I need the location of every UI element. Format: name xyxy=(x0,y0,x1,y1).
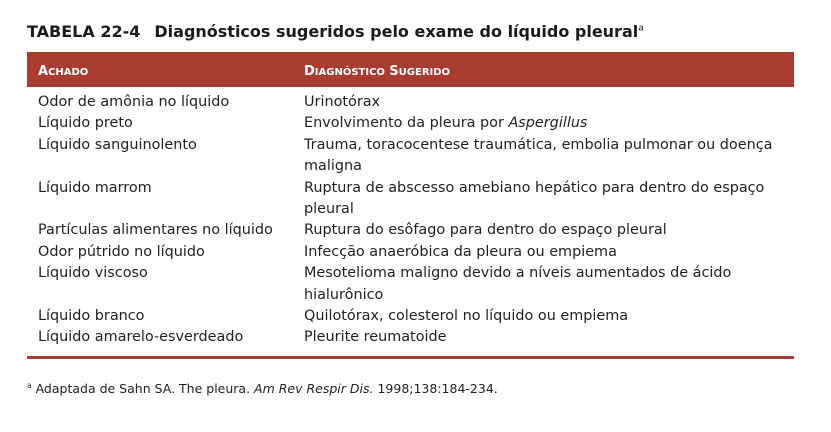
table-row xyxy=(27,242,794,263)
diagnosis-cell xyxy=(304,178,789,221)
table-row xyxy=(27,306,794,327)
header-diagnostico: DIAGNÓSTICO SUGERIDO xyxy=(304,64,451,79)
finding-cell: Líquido sanguinolento xyxy=(38,136,197,153)
table-row xyxy=(27,135,794,178)
table-row xyxy=(27,263,794,306)
footnote-text: Adaptada de Sahn SA. The pleura. xyxy=(35,381,255,397)
diagnosis-text: Mesotelioma maligno devido a níveis aumentados de ácido hialurônico xyxy=(304,265,732,303)
footnote-journal: Am Rev Respir Dis. xyxy=(254,381,374,397)
table-header xyxy=(27,52,794,87)
table-bottom-rule xyxy=(27,356,794,359)
finding-cell: Líquido preto xyxy=(38,115,133,132)
table-title-text: Diagnósticos sugeridos pelo exame do líquido pleural xyxy=(154,22,639,41)
finding-cell: Partículas alimentares no líquido xyxy=(38,222,273,239)
diagnosis-table xyxy=(27,52,794,359)
table-row xyxy=(27,327,794,348)
diagnosis-text: Ruptura do esôfago para dentro do espaço pleural xyxy=(304,222,667,239)
diagnosis-text: Quilotórax, colesterol no líquido ou empiema xyxy=(304,308,629,325)
diagnosis-cell xyxy=(304,92,789,113)
finding-cell: Líquido branco xyxy=(38,308,145,325)
table-row xyxy=(27,178,794,221)
table-number: TABELA 22-4 xyxy=(27,22,141,41)
diagnosis-cell xyxy=(304,113,789,134)
diagnosis-cell xyxy=(304,220,789,241)
diagnosis-text: Envolvimento da pleura por xyxy=(304,115,509,132)
header-achado: ACHADO xyxy=(38,64,89,79)
diagnosis-text: Ruptura de abscesso amebiano hepático para dentro do espaço pleural xyxy=(304,179,765,218)
finding-cell: Odor pútrido no líquido xyxy=(38,243,205,260)
diagnosis-cell xyxy=(304,135,789,178)
diagnosis-italic-text: Aspergillus xyxy=(508,115,588,132)
diagnosis-cell xyxy=(304,327,789,348)
diagnosis-text: Pleurite reumatoide xyxy=(304,329,447,346)
finding-cell: Odor de amônia no líquido xyxy=(38,94,230,110)
footnote-mark: a xyxy=(27,381,32,390)
diagnosis-text: Infecção anaeróbica da pleura ou empiema xyxy=(304,243,617,260)
title-footnote-mark: a xyxy=(638,23,644,34)
finding-cell: Líquido marrom xyxy=(38,179,152,196)
table-footnote xyxy=(27,381,498,396)
table-body xyxy=(27,87,794,349)
diagnosis-cell xyxy=(304,263,789,306)
table-row xyxy=(27,113,794,134)
footnote-citation: 1998;138:184-234. xyxy=(373,381,498,397)
finding-cell: Líquido viscoso xyxy=(38,265,148,282)
diagnosis-cell xyxy=(304,306,789,327)
diagnosis-text: Trauma, toracocentese traumática, embolia pulmonar ou doença maligna xyxy=(304,136,773,175)
diagnosis-cell xyxy=(304,242,789,263)
table-title xyxy=(27,22,644,41)
diagnosis-text: Urinotórax xyxy=(304,94,381,110)
finding-cell: Líquido amarelo-esverdeado xyxy=(38,329,244,346)
table-row xyxy=(27,220,794,241)
table-row xyxy=(27,92,794,113)
